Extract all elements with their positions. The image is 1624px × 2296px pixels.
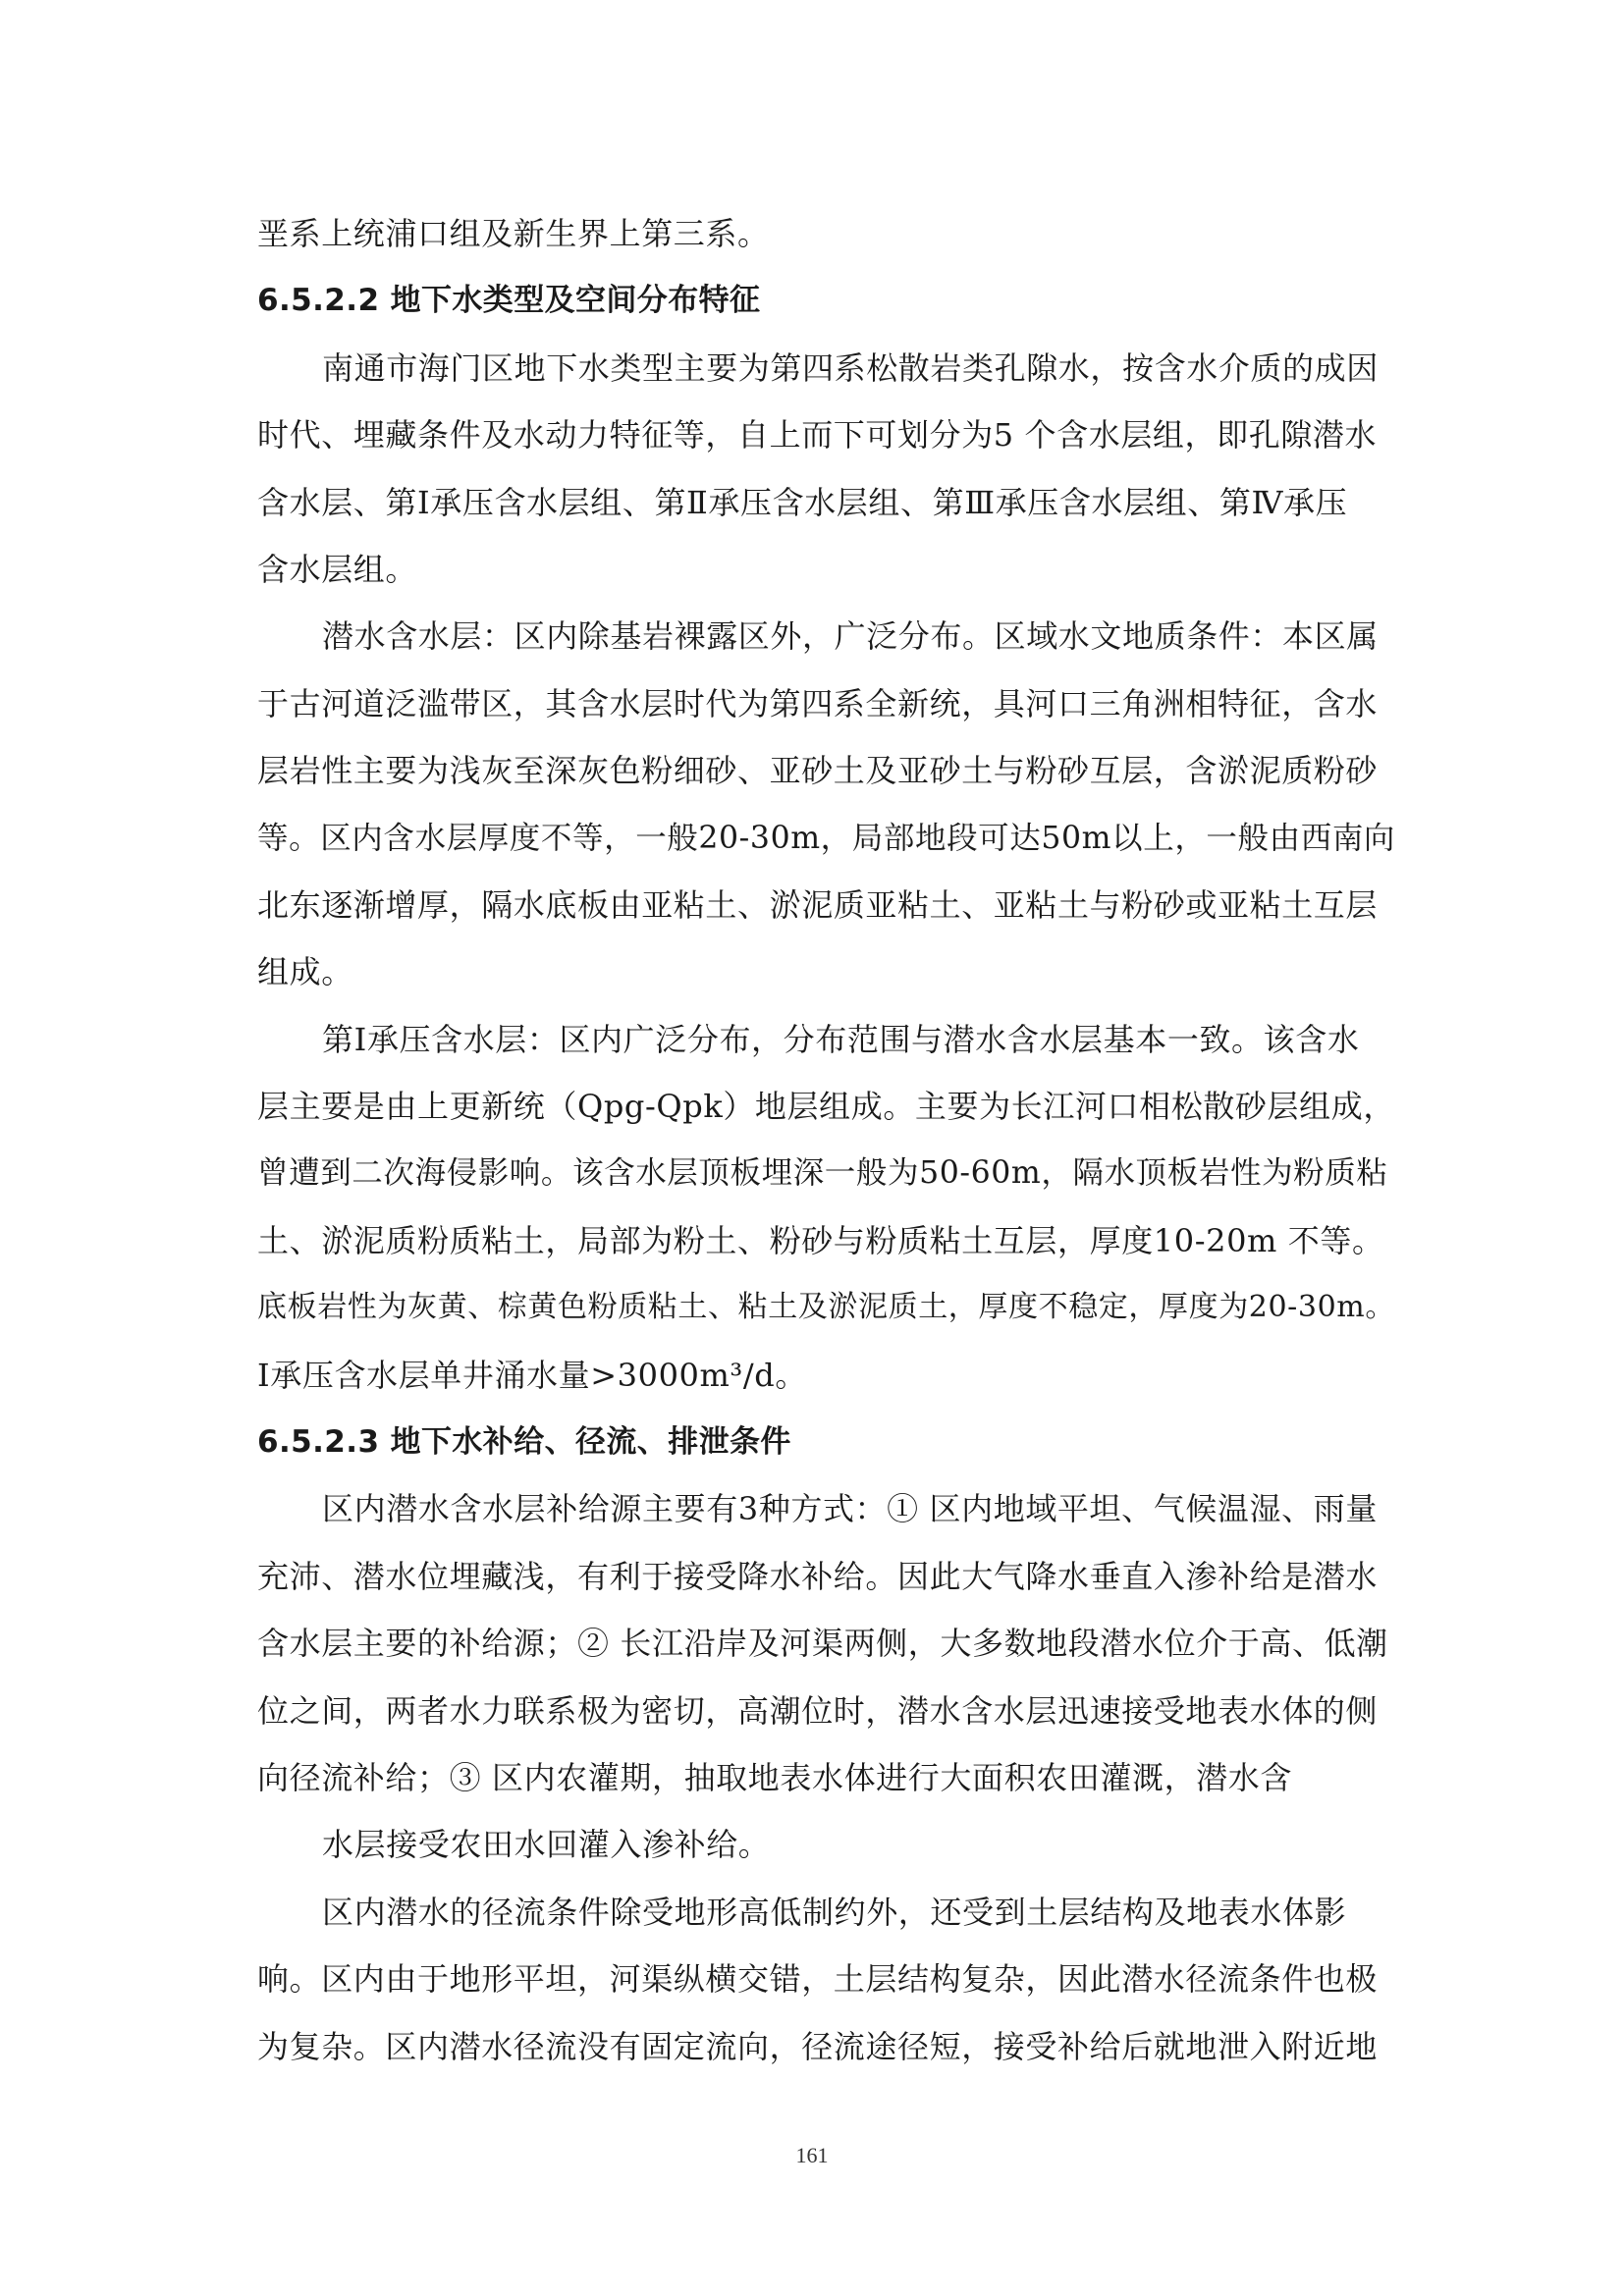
text-line: 于古河道泛滥带区，其含水层时代为第四系全新统，具河口三角洲相特征，含水: [257, 684, 1379, 722]
text-line: 等。区内含水层厚度不等，一般20-30m，局部地段可达50m以上，一般由西南向: [257, 820, 1396, 856]
page-number: 161: [795, 2143, 829, 2167]
section-heading: 6.5.2.3 地下水补给、径流、排泄条件: [257, 1424, 791, 1461]
text-line: 第Ⅰ承压含水层：区内广泛分布，分布范围与潜水含水层基本一致。该含水: [322, 1020, 1360, 1058]
text-line: 向径流补给；③ 区内农灌期，抽取地表水体进行大面积农田灌溉，潜水含: [257, 1758, 1292, 1796]
text-line: 响。区内由于地形平坦，河渠纵横交错，土层结构复杂，因此潜水径流条件也极: [257, 1960, 1379, 1999]
text-line: 层主要是由上更新统（Qpg-Qpk）地层组成。主要为长江河口相松散砂层组成，: [257, 1088, 1395, 1126]
text-line: 垩系上统浦口组及新生界上第三系。: [257, 215, 770, 252]
text-line: 区内潜水含水层补给源主要有3种方式：① 区内地域平坦、气候温湿、雨量: [322, 1490, 1378, 1528]
text-line: 水层接受农田水回灌入渗补给。: [322, 1826, 771, 1864]
text-line: 含水层、第Ⅰ承压含水层组、第Ⅱ承压含水层组、第Ⅲ承压含水层组、第Ⅳ承压: [257, 483, 1348, 521]
text-line: 曾遭到二次海侵影响。该含水层顶板埋深一般为50-60m，隔水顶板岩性为粉质粘: [257, 1155, 1388, 1192]
text-line: 南通市海门区地下水类型主要为第四系松散岩类孔隙水，按含水介质的成因: [322, 348, 1379, 387]
text-line: Ⅰ承压含水层单井涌水量>3000m³/d。: [257, 1356, 807, 1394]
page-content: [257, 200, 1402, 2080]
section-heading: 6.5.2.2 地下水类型及空间分布特征: [257, 283, 761, 319]
text-line: 层岩性主要为浅灰至深灰色粉细砂、亚砂土及亚砂土与粉砂互层，含淤泥质粉砂: [257, 752, 1379, 790]
text-line: 位之间，两者水力联系极为密切，高潮位时，潜水含水层迅速接受地表水体的侧: [257, 1691, 1379, 1730]
text-line: 底板岩性为灰黄、棕黄色粉质粘土、粘土及淤泥质土，厚度不稳定，厚度为20-30m。: [257, 1290, 1395, 1325]
text-line: 组成。: [257, 953, 353, 991]
text-line: 潜水含水层：区内除基岩裸露区外，广泛分布。区域水文地质条件：本区属: [322, 617, 1379, 656]
text-line: 为复杂。区内潜水径流没有固定流向，径流途径短，接受补给后就地泄入附近地: [257, 2027, 1379, 2065]
text-line: 含水层主要的补给源；② 长江沿岸及河渠两侧，大多数地段潜水位介于高、低潮: [257, 1625, 1388, 1663]
text-line: 北东逐渐增厚，隔水底板由亚粘土、淤泥质亚粘土、亚粘土与粉砂或亚粘土互层: [257, 885, 1379, 924]
text-line: 时代、埋藏条件及水动力特征等，自上而下可划分为5 个含水层组，即孔隙潜水: [257, 416, 1378, 454]
text-line: 土、淤泥质粉质粘土，局部为粉土、粉砂与粉质粘土互层，厚度10-20m 不等。: [257, 1221, 1384, 1259]
text-line: 充沛、潜水位埋藏浅，有利于接受降水补给。因此大气降水垂直入渗补给是潜水: [257, 1557, 1379, 1595]
text-line: 含水层组。: [257, 550, 418, 588]
text-line: 区内潜水的径流条件除受地形高低制约外，还受到土层结构及地表水体影: [322, 1893, 1347, 1931]
